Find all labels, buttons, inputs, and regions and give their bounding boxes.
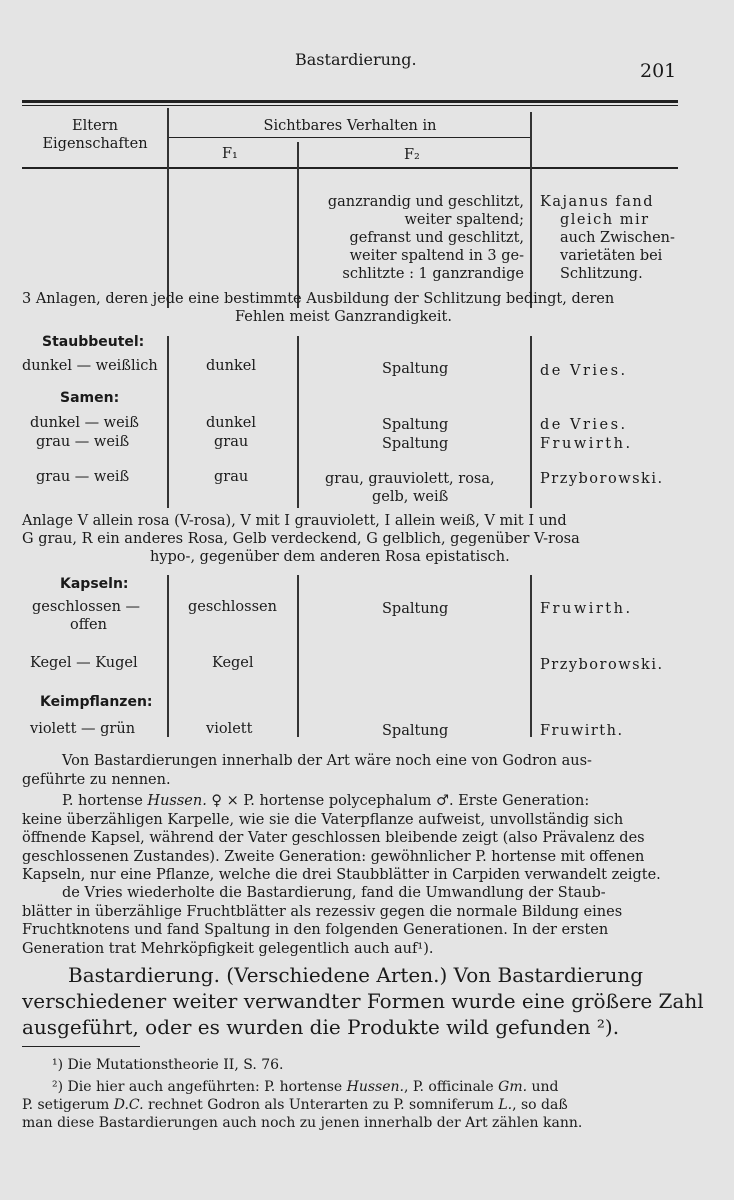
source: de Vries. [540,363,628,379]
table-divider [167,108,169,308]
head-f1: F₁ [222,146,238,162]
cont-f2-text: ganzrandig und geschlitzt, weiter spaltend; gefranst und geschlitzt, weiter spaltend in 3 ge- schlitzte : 1 ganzrandige [327,194,524,282]
f1-value: violett [206,721,253,737]
footnotes: ¹) Die Mutationstheorie II, S. 76. ²) Die hier auch angeführten: P. hortense Hussen., P. officinale Gm. und P. setigerum D.C. rechnet Godron als Unterarten zu P. somniferum L., so daß man diese Bastardierungen auch noch zu jenen innerhalb der Art zählen kann. [22,1056,682,1132]
section-heading-samen: Samen: [60,390,120,406]
source: Przyborowski. [540,657,664,673]
footnote-1: ¹) Die Mutationstheorie II, S. 76. [52,1057,284,1073]
paragraph-de-vries: de Vries wiederholte die Bastardierung, fand die Umwandlung der Staub- blätter in überzählige Fruchtblätter als rezessiv gegen die normale Bildung eines Fruchtknotens und fand Spaltung in den folgenden Generationen. In der ersten Generation trat Mehrköpfigkeit gelegentlich auch auf¹). [22,885,623,957]
section-heading-staubbeutel: Staubbeutel: [42,334,145,350]
note-line: hypo-, gegenüber dem anderen Rosa epistatisch. [150,549,510,565]
cont-source-text: Kajanus fand gleich mir auch Zwischen- varietäten bei Schlitzung. [540,194,675,282]
f2-value: Spaltung [382,417,449,433]
source: de Vries. [540,417,628,433]
f1-value: grau [214,469,249,485]
paragraph-godron: Von Bastardierungen innerhalb der Art wäre noch eine von Godron aus- geführte zu nennen. [22,753,592,788]
f1-value: Kegel [212,655,254,671]
table-divider [297,575,299,737]
parent-traits: dunkel — weiß [30,415,139,431]
table-divider [167,575,169,737]
table-group-rule [168,137,530,138]
f2-value: Spaltung [382,361,449,377]
source: Przyborowski. [540,471,664,487]
table-divider [167,336,169,508]
head-group: Sichtbares Verhalten in [263,118,437,134]
f2-value: Spaltung [382,723,449,739]
note-line: G grau, R ein anderes Rosa, Gelb verdeckend, G gelblich, gegenüber V-rosa [22,531,580,547]
parent-traits: dunkel — weißlich [22,358,158,374]
parent-traits: geschlossen — [32,599,141,615]
table-divider [530,336,532,508]
footnote-rule [22,1046,140,1047]
head-col1-line2: Eigenschaften [42,136,148,152]
parent-traits: violett — grün [30,721,136,737]
note-line: 3 Anlagen, deren jede eine bestimmte Ausbildung der Schlitzung bedingt, deren [22,291,615,307]
table-divider [530,112,532,308]
table-divider [530,575,532,737]
footnote-2: ²) Die hier auch angeführten: P. hortense Hussen., P. officinale Gm. und [52,1079,559,1095]
f2-value: Spaltung [382,436,449,452]
section-heading-keimpflanzen: Keimpflanzen: [40,694,153,710]
head-col1-line1: Eltern [72,118,118,134]
f1-value: dunkel [206,415,256,431]
source: Fruwirth. [540,723,624,739]
f2-value: Spaltung [382,601,449,617]
f2-value: grau, grauviolett, rosa, [325,471,495,487]
table-top-rule [22,100,678,103]
note-line: Fehlen meist Ganzrandigkeit. [235,309,452,325]
parent-traits: grau — weiß [36,469,130,485]
table-top-rule-thin [22,105,678,106]
running-head: Bastardierung. [295,50,417,69]
f2-value: gelb, weiß [372,489,449,505]
source: Fruwirth. [540,601,633,617]
head-f2: F₂ [404,147,420,163]
source: Fruwirth. [540,436,633,452]
f1-value: grau [214,434,249,450]
section-heading-kapseln: Kapseln: [60,576,129,592]
note-line: Anlage V allein rosa (V-rosa), V mit I grauviolett, I allein weiß, V mit I und [22,513,567,529]
f1-value: geschlossen [188,599,277,615]
table-divider [297,142,299,308]
f1-value: dunkel [206,358,256,374]
parent-traits: offen [70,617,107,633]
table-divider [297,336,299,508]
paragraph-cross: P. hortense Hussen. ♀ × P. hortense polycephalum ♂. Erste Generation: keine überzähligen Karpelle, wie sie die Vaterpflanze aufweist, unvollständig sich öffnende Kapsel, während der Vater geschlossen bleibende zeigt (also Prävalenz des geschlossenen Zustandes). Zweite Generation: gewöhnlicher P. hortense mit offenen Kapseln, nur eine Pflanze, welche die drei Staubblätter in Carpiden verwandelt zeigte. [22,793,661,883]
table-head-rule [22,167,678,169]
parent-traits: grau — weiß [36,434,130,450]
page-number: 201 [640,60,677,82]
parent-traits: Kegel — Kugel [30,655,138,671]
paragraph-species-crosses: Bastardierung. (Verschiedene Arten.) Von Bastardierung verschiedener weiter verwandter Formen wurde eine größere Zahl ausgeführt, oder es wurden die Produkte wild gefunden ²). [22,963,704,1039]
